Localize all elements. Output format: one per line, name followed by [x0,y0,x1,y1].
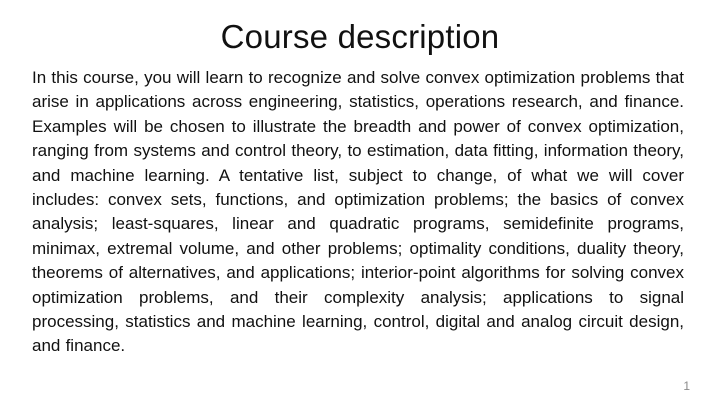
slide-title: Course description [220,18,500,55]
page-number: 1 [683,379,690,393]
course-description-text: In this course, you will learn to recognize and solve convex optimization problems that arise in applications across engineering, statistics, operations research, and finance. Examples will be chosen to illustrate the breadth and power of convex optimization, ranging from systems and control theory, to estimation, data fitting, information theory, and machine learning. A tentative list, subject to change, of what we will cover includes: convex sets, functions, and optimization problems; the basics of convex analysis; least-squares, linear and quadratic programs, semidefinite programs, minimax, extremal volume, and other problems; optimality conditions, duality theory, theorems of alternatives, and applications; interior-point algorithms for solving convex optimization problems, and their complexity analysis; applications to signal processing, statistics and machine learning, control, digital and analog circuit design, and finance. [32,68,684,356]
